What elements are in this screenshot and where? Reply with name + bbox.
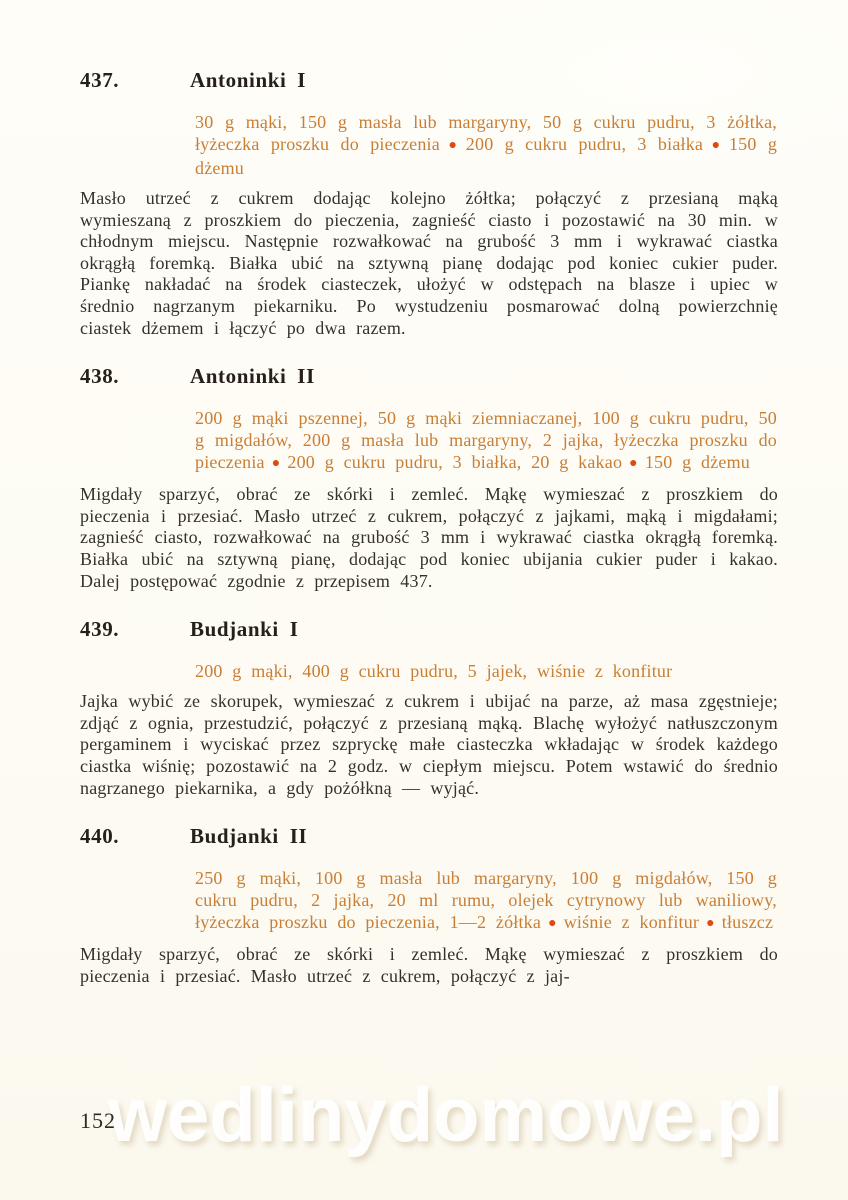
ingredient-separator-bullet-icon: ● xyxy=(629,456,638,472)
recipe-instructions: Migdały sparzyć, obrać ze skórki i zemleć. Mąkę wymieszać z proszkiem do pieczenia i przesiać. Masło utrzeć z cukrem, połączyć z jajkami, mąką i migdałami; zagnieść ciasto, rozwałkować na grubość 3 mm i wykrawać ciastka okrągłą foremką. Białka ubić na sztywną pianę, dodając pod koniec ubijania cukier puder i kakao. Dalej postępować zgodnie z przepisem 437. xyxy=(80,484,778,591)
recipe-instructions: Migdały sparzyć, obrać ze skórki i zemleć. Mąkę wymieszać z proszkiem do pieczenia i przesiać. Masło utrzeć z cukrem, połączyć z jaj- xyxy=(80,944,778,986)
recipe-number: 439. xyxy=(80,617,120,642)
ingredient-separator-bullet-icon: ● xyxy=(706,916,715,932)
recipe-instructions: Masło utrzeć z cukrem dodając kolejno żółtka; połączyć z przesianą mąką wymieszaną z proszkiem do pieczenia, zagnieść ciasto i pozostawić na 30 min. w chłodnym miejscu. Następnie rozwałkować na grubość 3 mm i wykrawać ciastka okrągłą foremką. Białka ubić na sztywną pianę dodając pod koniec cukier puder. Piankę nakładać na środek ciasteczek, ułożyć w odstępach na blasze i upiec w średnio nagrzanym piekarniku. Po wystudzeniu posmarować dolną powierzchnię ciastek dżemem i łączyć po dwa razem. xyxy=(80,188,778,338)
recipe-number: 438. xyxy=(80,364,120,389)
recipe-title: Antoninki I xyxy=(190,68,307,92)
recipe-heading xyxy=(80,364,778,389)
recipe-number: 440. xyxy=(80,824,120,849)
page-content xyxy=(80,68,778,987)
recipe-title: Budjanki I xyxy=(190,617,299,642)
recipe-title: Antoninki II xyxy=(190,364,315,389)
recipe-heading xyxy=(80,617,778,642)
recipe-heading xyxy=(80,68,778,93)
recipe-section-437 xyxy=(80,68,778,339)
recipe-instructions: Jajka wybić ze skorupek, wymieszać z cukrem i ubijać na parze, aż masa zgęstnieje; zdjąć z ognia, przestudzić, połączyć z przesianą mąką. Blachę wyłożyć natłuszczonym pergaminem i wyciskać przez szpryckę małe ciasteczka wkładając w środek każdego ciastka wiśnię; pozostawić na 2 godz. w ciepłym miejscu. Potem wstawić do średnio nagrzanego piekarnika, a gdy pożółkną — wyjąć. xyxy=(80,691,778,798)
ingredient-separator-bullet-icon: ● xyxy=(271,456,281,472)
page-number: 152 xyxy=(80,1108,116,1133)
recipe-number: 437. xyxy=(80,68,120,92)
recipe-ingredients: 200 g mąki pszennej, 50 g mąki ziemniaczanej, 100 g cukru pudru, 50 g migdałów, 200 g masła lub margaryny, 2 jajka, łyżeczka proszku do pieczenia ● 200 g cukru pudru, 3 białka, 20 g kakao ● 150 g dżemu xyxy=(195,408,777,473)
recipe-section-440 xyxy=(80,824,778,987)
recipe-title: Budjanki II xyxy=(190,824,308,849)
ingredient-separator-bullet-icon: ● xyxy=(548,916,557,932)
recipe-ingredients: 30 g mąki, 150 g masła lub margaryny, 50 g cukru pudru, 3 żółtka, łyżeczka proszku do pieczenia ● 200 g cukru pudru, 3 białka ● 150 g dżemu xyxy=(195,112,778,178)
recipe-ingredients: 200 g mąki, 400 g cukru pudru, 5 jajek, wiśnie z konfitur xyxy=(195,661,673,682)
ingredient-separator-bullet-icon: ● xyxy=(710,138,722,153)
ingredient-separator-bullet-icon: ● xyxy=(446,138,459,153)
recipe-heading xyxy=(80,824,778,849)
recipe-ingredients: 250 g mąki, 100 g masła lub margaryny, 100 g migdałów, 150 g cukru pudru, 2 jajka, 20 ml rumu, olejek cytrynowy lub waniliowy, łyżeczka proszku do pieczenia, 1—2 żółtka ● wiśnie z konfitur ● tłuszcz xyxy=(195,868,777,933)
watermark: wedlinydomowe.pl xyxy=(108,1073,784,1158)
recipe-section-439 xyxy=(80,617,778,799)
recipe-section-438 xyxy=(80,364,778,592)
